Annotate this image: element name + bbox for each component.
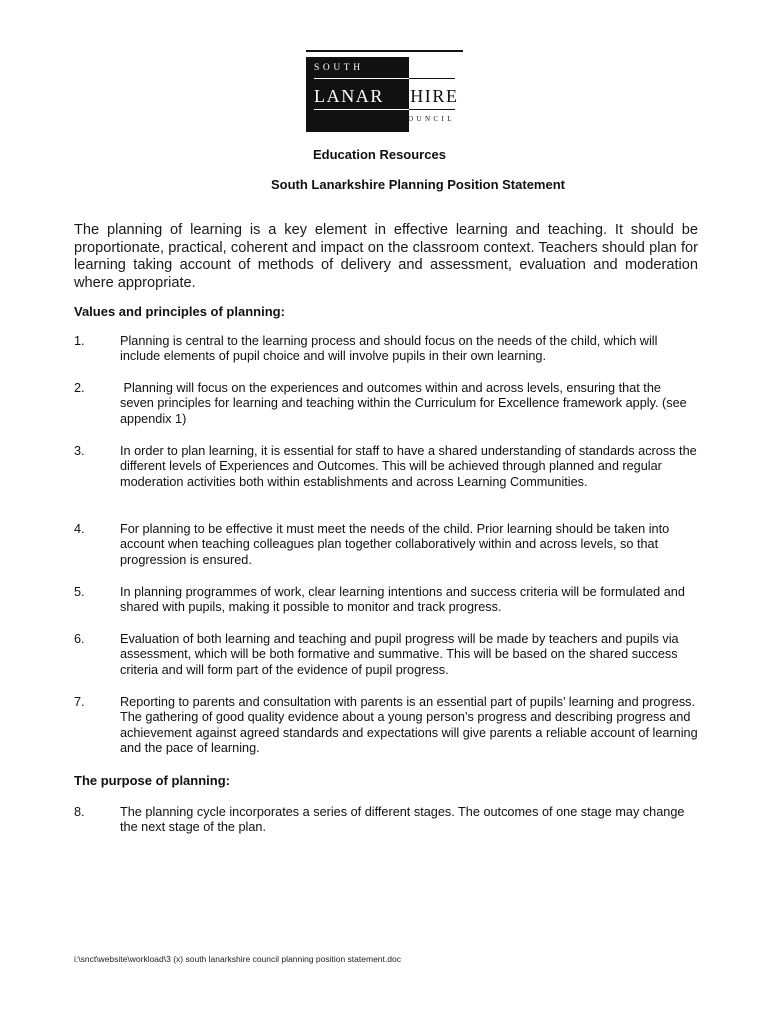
item-number: 7. (74, 695, 85, 709)
item-number: 5. (74, 585, 85, 599)
logo-rule-lower-right (409, 109, 455, 110)
logo-rule-right (409, 78, 455, 79)
item-text: Reporting to parents and consultation with parents is an essential part of pupils’ learning and progress. The gathering of good quality evidence about a young person’s progress and describing progress and achievement against agreed standards and expectations will give parents a reliable account of learning and the pace of learning. (120, 695, 698, 756)
council-logo (306, 50, 463, 132)
document-title: Education Resources (313, 147, 446, 162)
logo-main-black: KSHIRE (384, 86, 459, 106)
item-text: Planning is central to the learning process and should focus on the needs of the child, which will include elements of pupil choice and will involve pupils in their own learning. (120, 334, 658, 364)
section-heading-values: Values and principles of planning: (74, 304, 285, 319)
document-subtitle: South Lanarkshire Planning Position Statement (271, 177, 565, 192)
item-text: In planning programmes of work, clear learning intentions and success criteria will be formulated and shared with pupils, making it possible to monitor and track progress. (120, 585, 685, 615)
logo-top-rule (306, 50, 463, 52)
item-number: 3. (74, 444, 85, 458)
item-number: 8. (74, 805, 85, 819)
logo-rule-lower (314, 109, 409, 110)
item-number: 4. (74, 522, 85, 536)
logo-main-text (314, 86, 459, 107)
logo-block (306, 57, 463, 132)
item-text: The planning cycle incorporates a series of different stages. The outcomes of one stage may change the next stage of the plan. (120, 805, 685, 835)
item-number: 6. (74, 632, 85, 646)
intro-paragraph: The planning of learning is a key element in effective learning and teaching. It should be proportionate, practical, coherent and impact on the classroom context. Teachers should plan for learning taking account of methods of delivery and assessment, evaluation and moderation where appropriate. (74, 222, 698, 291)
logo-rule (314, 78, 409, 79)
logo-south-text: SOUTH (314, 63, 364, 73)
item-text: Planning will focus on the experiences and outcomes within and across levels, ensuring that the seven principles for learning and teaching within the Curriculum for Excellence framework apply. (see appendix 1) (120, 381, 691, 426)
logo-council-text: COUNCIL (400, 115, 455, 123)
item-text: In order to plan learning, it is essential for staff to have a shared understanding of standards across the different levels of Experiences and Outcomes. This will be achieved through planned and regular moderation activities both within establishments and across Learning Communities. (120, 444, 697, 489)
logo-main-white: LANAR (314, 86, 384, 106)
item-number: 1. (74, 334, 85, 348)
item-number: 2. (74, 381, 85, 395)
section-heading-purpose: The purpose of planning: (74, 773, 230, 788)
document-footer-path: i:\snct\website\workload\3 (x) south lanarkshire council planning position statement.doc (74, 954, 401, 964)
item-text: For planning to be effective it must meet the needs of the child. Prior learning should be taken into account when teaching colleagues plan together collaboratively within and across levels, so that progression is ensured. (120, 522, 670, 567)
item-text: Evaluation of both learning and teaching and pupil progress will be made by teachers and pupils via assessment, which will be both formative and summative. This will be based on the shared success criteria and will form part of the evidence of pupil progress. (120, 632, 679, 677)
